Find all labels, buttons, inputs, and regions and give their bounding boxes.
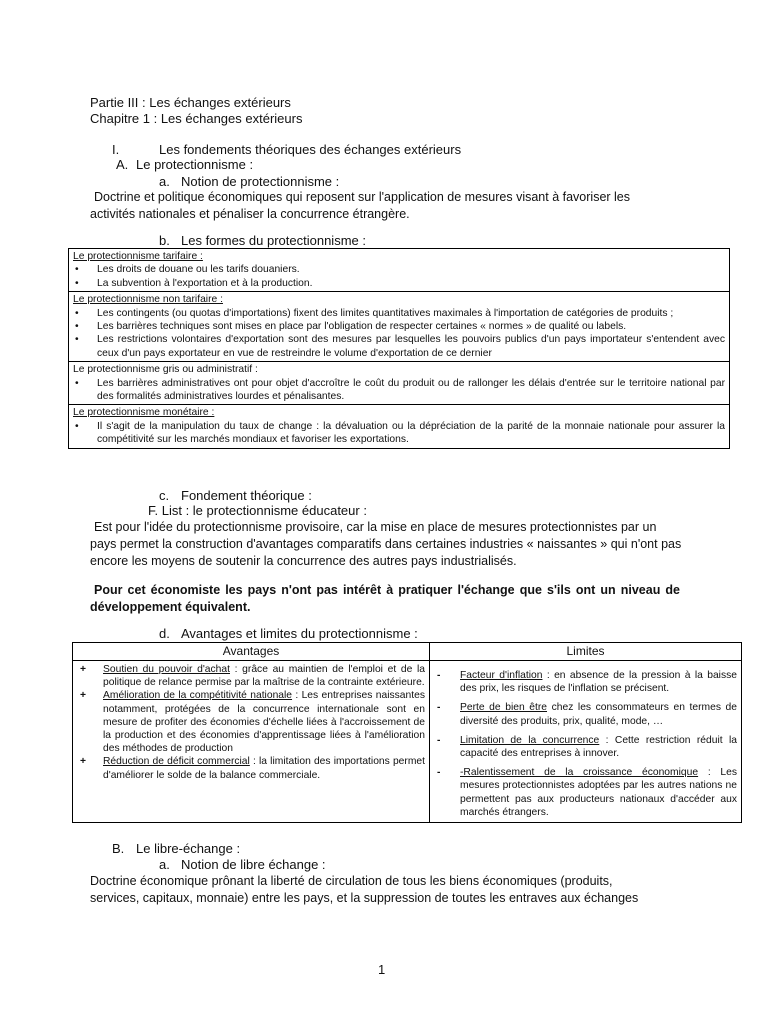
- subsection-d-title: Avantages et limites du protectionnisme :: [181, 626, 418, 641]
- advantage-text: : grâce au maintien de l'emploi et de la politique de relance permise par la maîtrise de la contrainte extérieure.: [103, 664, 425, 689]
- form-title: Le protectionnisme tarifaire :: [73, 251, 203, 262]
- form-list: [73, 307, 725, 361]
- advantage-key: Amélioration de la compétitivité nationale: [103, 690, 293, 702]
- section-i-title: Les fondements théoriques des échanges extérieurs: [159, 142, 462, 157]
- form-list: [73, 377, 725, 404]
- subsection-c-title: Fondement théorique :: [181, 488, 312, 503]
- limit-key: Facteur d'inflation: [460, 670, 543, 681]
- subsection-d-number: d.: [159, 626, 170, 641]
- protectionism-forms-box: [68, 248, 730, 449]
- form-title: Le protectionnisme monétaire :: [73, 407, 215, 419]
- advantages-cell: [73, 661, 430, 823]
- section-b-number: B.: [112, 841, 125, 856]
- form-title: Le protectionnisme non tarifaire :: [73, 294, 223, 306]
- header-advantages: Avantages: [73, 643, 430, 661]
- subsection-c-number: c.: [159, 488, 170, 503]
- list-conclusion: Pour cet économiste les pays n'ont pas intérêt à pratiquer l'échange que s'ils ont un niveau de développement équivalent.: [90, 583, 680, 614]
- limit-text: chez les consommateurs en termes de diversité des produits, prix, qualité, mode, …: [460, 702, 738, 727]
- plus-marker: +: [80, 664, 87, 675]
- list-paragraph: Est pour l'idée du protectionnisme provisoire, car la mise en place de mesures protectionnistes par un pays permet la construction d'avantages comparatifs dans certaines industries « naissantes » qui n'ont pas encore les moyens de soutenir la concurrence des autres pays industrialisés.: [90, 520, 682, 568]
- limit-key: Perte de bien être: [460, 702, 548, 714]
- form-item: • Il s'agit de la manipulation du taux de change : la dévaluation ou la dépréciation de la parité de la monnaie nationale pour assurer la compétitivité sur les marchés mondiaux et favoriser les exportations.: [73, 420, 725, 447]
- advantage-item: [77, 689, 425, 755]
- form-item: • Les contingents (ou quotas d'importations) fixent des limites quantitatives maximales à l'importation de catégories de produits ;: [73, 307, 725, 320]
- form-item: • Les barrières techniques sont mises en place par l'obligation de respecter certaines « normes » de qualité ou labels.: [73, 320, 725, 333]
- form-section-gris: [69, 361, 729, 404]
- form-section-tarifaire: [69, 249, 729, 291]
- form-item: • Les restrictions volontaires d'exportation sont des mesures par lesquelles les pouvoirs publics d'un pays importateur s'entendent avec ceux d'un pays exportateur en vue de restreindre le volume d'exportation de ce dernier: [73, 333, 725, 360]
- subsection-ba-title: Notion de libre échange :: [181, 857, 326, 872]
- plus-marker: +: [80, 756, 87, 768]
- form-section-monetaire: [69, 404, 729, 447]
- advantage-text: : la limitation des importations permet d'améliorer le solde de la balance commerciale.: [103, 756, 426, 781]
- subsection-a-number: a.: [159, 174, 170, 189]
- advantages-limits-table: [72, 642, 742, 823]
- limit-item: [434, 669, 737, 695]
- form-title: Le protectionnisme gris ou administratif :: [73, 364, 258, 376]
- minus-marker: -: [437, 734, 441, 746]
- minus-marker: -: [437, 702, 441, 714]
- advantage-text: : Les entreprises naissantes notamment, protégées de la concurrence internationale sont en mesure de profiter des économies d'échelle liées à l'accroissement de la production et des économies d'apprentissage liées à l'amélioration des méthodes de production: [103, 690, 425, 755]
- minus-marker: -: [437, 767, 441, 779]
- table-row: [73, 661, 742, 823]
- plus-marker: +: [80, 690, 87, 702]
- form-list: [73, 420, 725, 447]
- form-item: • Les droits de douane ou les tarifs douaniers.: [73, 263, 725, 276]
- table-header-row: [73, 643, 742, 661]
- list-heading: F. List : le protectionnisme éducateur :: [148, 503, 367, 518]
- limit-text: : Les mesures protectionnistes adoptées par les autres nations ne permettent pas aux producteurs nationaux d'accéder aux marchés étrangers.: [460, 767, 738, 818]
- advantage-key: Soutien du pouvoir d'achat: [103, 664, 230, 675]
- limit-key: Limitation de la concurrence: [460, 734, 600, 746]
- form-list: [73, 263, 725, 290]
- section-a-number: A.: [116, 157, 129, 172]
- subsection-ba-number: a.: [159, 857, 170, 872]
- limit-item: [434, 701, 737, 727]
- chapter-heading: Chapitre 1 : Les échanges extérieurs: [90, 111, 303, 126]
- header-limits: Limites: [430, 643, 742, 661]
- limit-key: -Ralentissement de la croissance économique: [460, 767, 699, 779]
- section-b-title: Le libre-échange :: [136, 841, 241, 856]
- notion-definition: Doctrine et politique économiques qui reposent sur l'application de mesures visant à favoriser les activités nationales et pénaliser la concurrence étrangère.: [90, 190, 631, 221]
- libre-echange-definition: Doctrine économique prônant la liberté de circulation de tous les biens économiques (produits, services, capitaux, monnaie) entre les pays, et la suppression de toutes les entraves aux échanges: [90, 874, 639, 905]
- subsection-b-title: Les formes du protectionnisme :: [181, 233, 366, 248]
- form-item: • Les barrières administratives ont pour objet d'accroître le coût du produit ou de rallonger les délais d'entrée sur le territoire national par des formalités administratives lourdes et pénalisantes.: [73, 377, 725, 404]
- section-a-title: Le protectionnisme :: [136, 157, 254, 172]
- advantage-key: Réduction de déficit commercial: [103, 756, 250, 768]
- section-i-number: I.: [112, 142, 120, 157]
- page-number: 1: [378, 962, 386, 977]
- limit-item: [434, 766, 737, 819]
- limits-cell: [430, 661, 742, 823]
- limit-item: [434, 734, 737, 760]
- part-heading: Partie III : Les échanges extérieurs: [90, 95, 291, 110]
- advantage-item: [77, 663, 425, 689]
- advantage-item: [77, 755, 425, 781]
- subsection-a-title: Notion de protectionnisme :: [181, 174, 340, 189]
- form-section-non-tarifaire: [69, 291, 729, 361]
- subsection-b-number: b.: [159, 233, 170, 248]
- minus-marker: -: [437, 670, 441, 681]
- limit-text: : en absence de la pression à la baisse des prix, les risques de l'inflation se précisent.: [460, 670, 737, 695]
- limit-text: : Cette restriction réduit la capacité des entreprises à innover.: [460, 734, 737, 760]
- form-item: • La subvention à l'exportation et à la production.: [73, 277, 725, 290]
